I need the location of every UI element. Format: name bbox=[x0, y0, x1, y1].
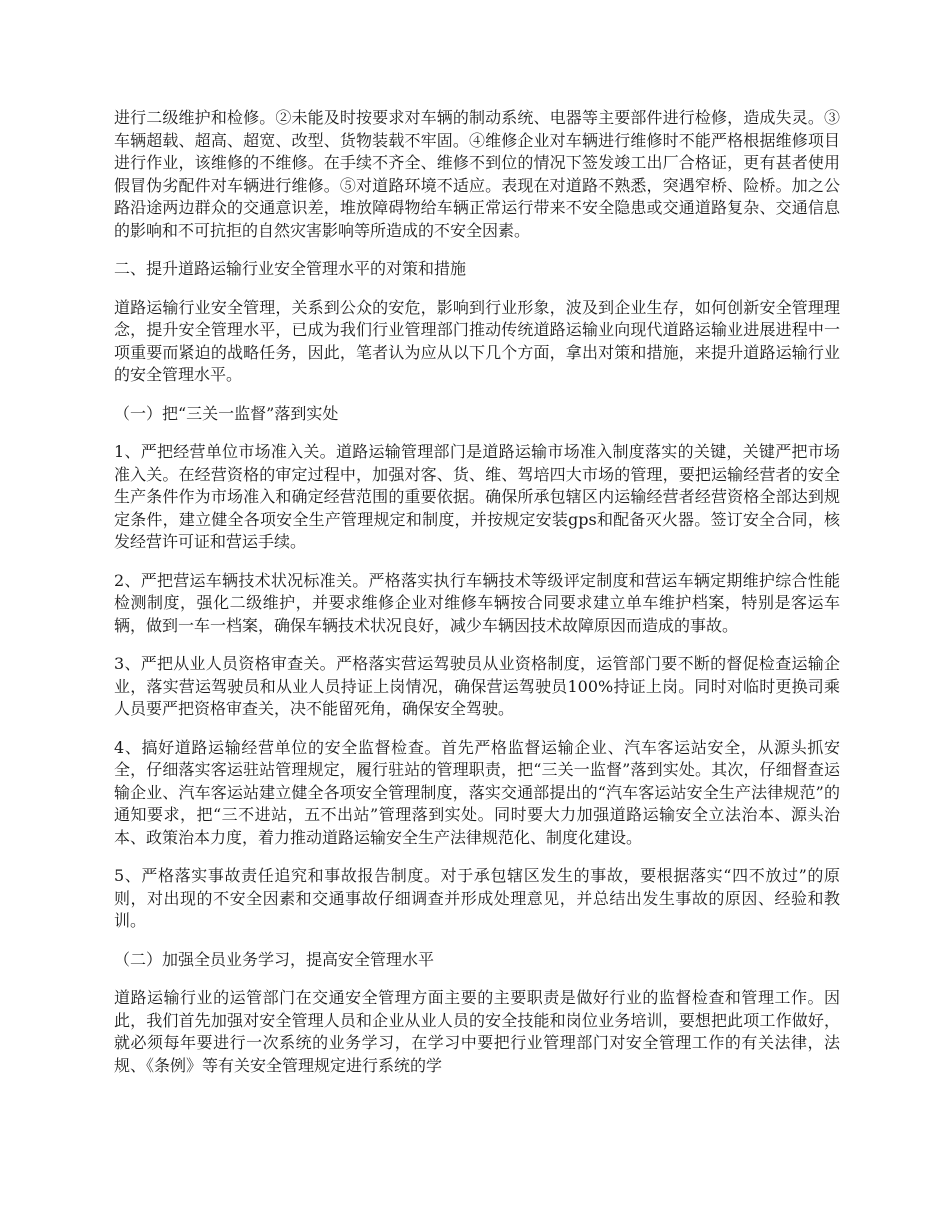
paragraph-item-4: 4、搞好道路运输经营单位的安全监督检查。首先严格监督运输企业、汽车客运站安全，从源头抓安全，仔细落实客运驻站管理规定，履行驻站的管理职责，把“三关一监督”落到实处。其次，仔细督查运输企业、汽车客运站建立健全各项安全管理制度，落实交通部提出的“汽车客运站安全生产法律规范”的通知要求，把“三不进站，五不出站”管理落到实处。同时要大力加强道路运输安全立法治本、源头治本、政策治本力度，着力推动道路运输安全生产法律规范化、制度化建设。 bbox=[114, 737, 840, 847]
paragraph-item-5: 5、严格落实事故责任追究和事故报告制度。对于承包辖区发生的事故，要根据落实“四不放过”的原则，对出现的不安全因素和交通事故仔细调查并形成处理意见，并总结出发生事故的原因、经验和教训。 bbox=[114, 866, 840, 930]
paragraph-item-3: 3、严把从业人员资格审查关。严格落实营运驾驶员从业资格制度，运管部门要不断的督促检查运输企业，落实营运驾驶员和从业人员持证上岗情况，确保营运驾驶员100%持证上岗。同时对临时更换司乘人员要严把资格审查关，决不能留死角，确保安全驾驶。 bbox=[114, 654, 840, 718]
paragraph-continuation: 进行二级维护和检修。②未能及时按要求对车辆的制动系统、电器等主要部件进行检修，造成失灵。③车辆超载、超高、超宽、改型、货物装载不牢固。④维修企业对车辆进行维修时不能严格根据维修项目进行作业，该维修的不维修。在手续不齐全、维修不到位的情况下签发竣工出厂合格证，更有甚者使用假冒伪劣配件对车辆进行维修。⑤对道路环境不适应。表现在对道路不熟悉，突遇窄桥、险桥。加之公路沿途两边群众的交通意识差，堆放障碍物给车辆正常运行带来不安全隐患或交通道路复杂、交通信息的影响和不可抗拒的自然灾害影响等所造成的不安全因素。 bbox=[114, 108, 840, 240]
subsection-heading-2: （二）加强全员业务学习，提高安全管理水平 bbox=[114, 949, 435, 969]
paragraph-item-1: 1、严把经营单位市场准入关。道路运输管理部门是道路运输市场准入制度落实的关键，关键严把市场准入关。在经营资格的审定过程中，加强对客、货、维、驾培四大市场的管理，要把运输经营者的安全生产条件作为市场准入和确定经营范围的重要依据。确保所承包辖区内运输经营者经营资格全部达到规定条件，建立健全各项安全生产管理规定和制度，并按规定安装gps和配备灭火器。签订安全合同，核发经营许可证和营运手续。 bbox=[114, 442, 840, 551]
subsection-heading-1: （一）把“三关一监督”落到实处 bbox=[114, 403, 339, 423]
document-body bbox=[114, 107, 840, 1093]
section-heading-2: 二、提升道路运输行业安全管理水平的对策和措施 bbox=[114, 259, 467, 278]
paragraph-intro: 道路运输行业安全管理，关系到公众的安危，影响到行业形象，波及到企业生存，如何创新安全管理理念，提升安全管理水平，已成为我们行业管理部门推动传统道路运输业向现代道路运输业进展进程中一项重要而紧迫的战略任务，因此，笔者认为应从以下几个方面，拿出对策和措施，来提升道路运输行业的安全管理水平。 bbox=[114, 297, 840, 384]
paragraph-item-2: 2、严把营运车辆技术状况标准关。严格落实执行车辆技术等级评定制度和营运车辆定期维护综合性能检测制度，强化二级维护，并要求维修企业对维修车辆按合同要求建立单车维护档案，特别是客运车辆，做到一车一档案，确保车辆技术状况良好，减少车辆因技术故障原因而造成的事故。 bbox=[114, 570, 840, 635]
paragraph-training: 道路运输行业的运管部门在交通安全管理方面主要的主要职责是做好行业的监督检查和管理工作。因此，我们首先加强对安全管理人员和企业从业人员的安全技能和岗位业务培训，要想把此项工作做好，就必须每年要进行一次系统的业务学习，在学习中要把行业管理部门对安全管理工作的有关法律，法规、《条例》等有关安全管理规定进行系统的学 bbox=[114, 988, 840, 1075]
